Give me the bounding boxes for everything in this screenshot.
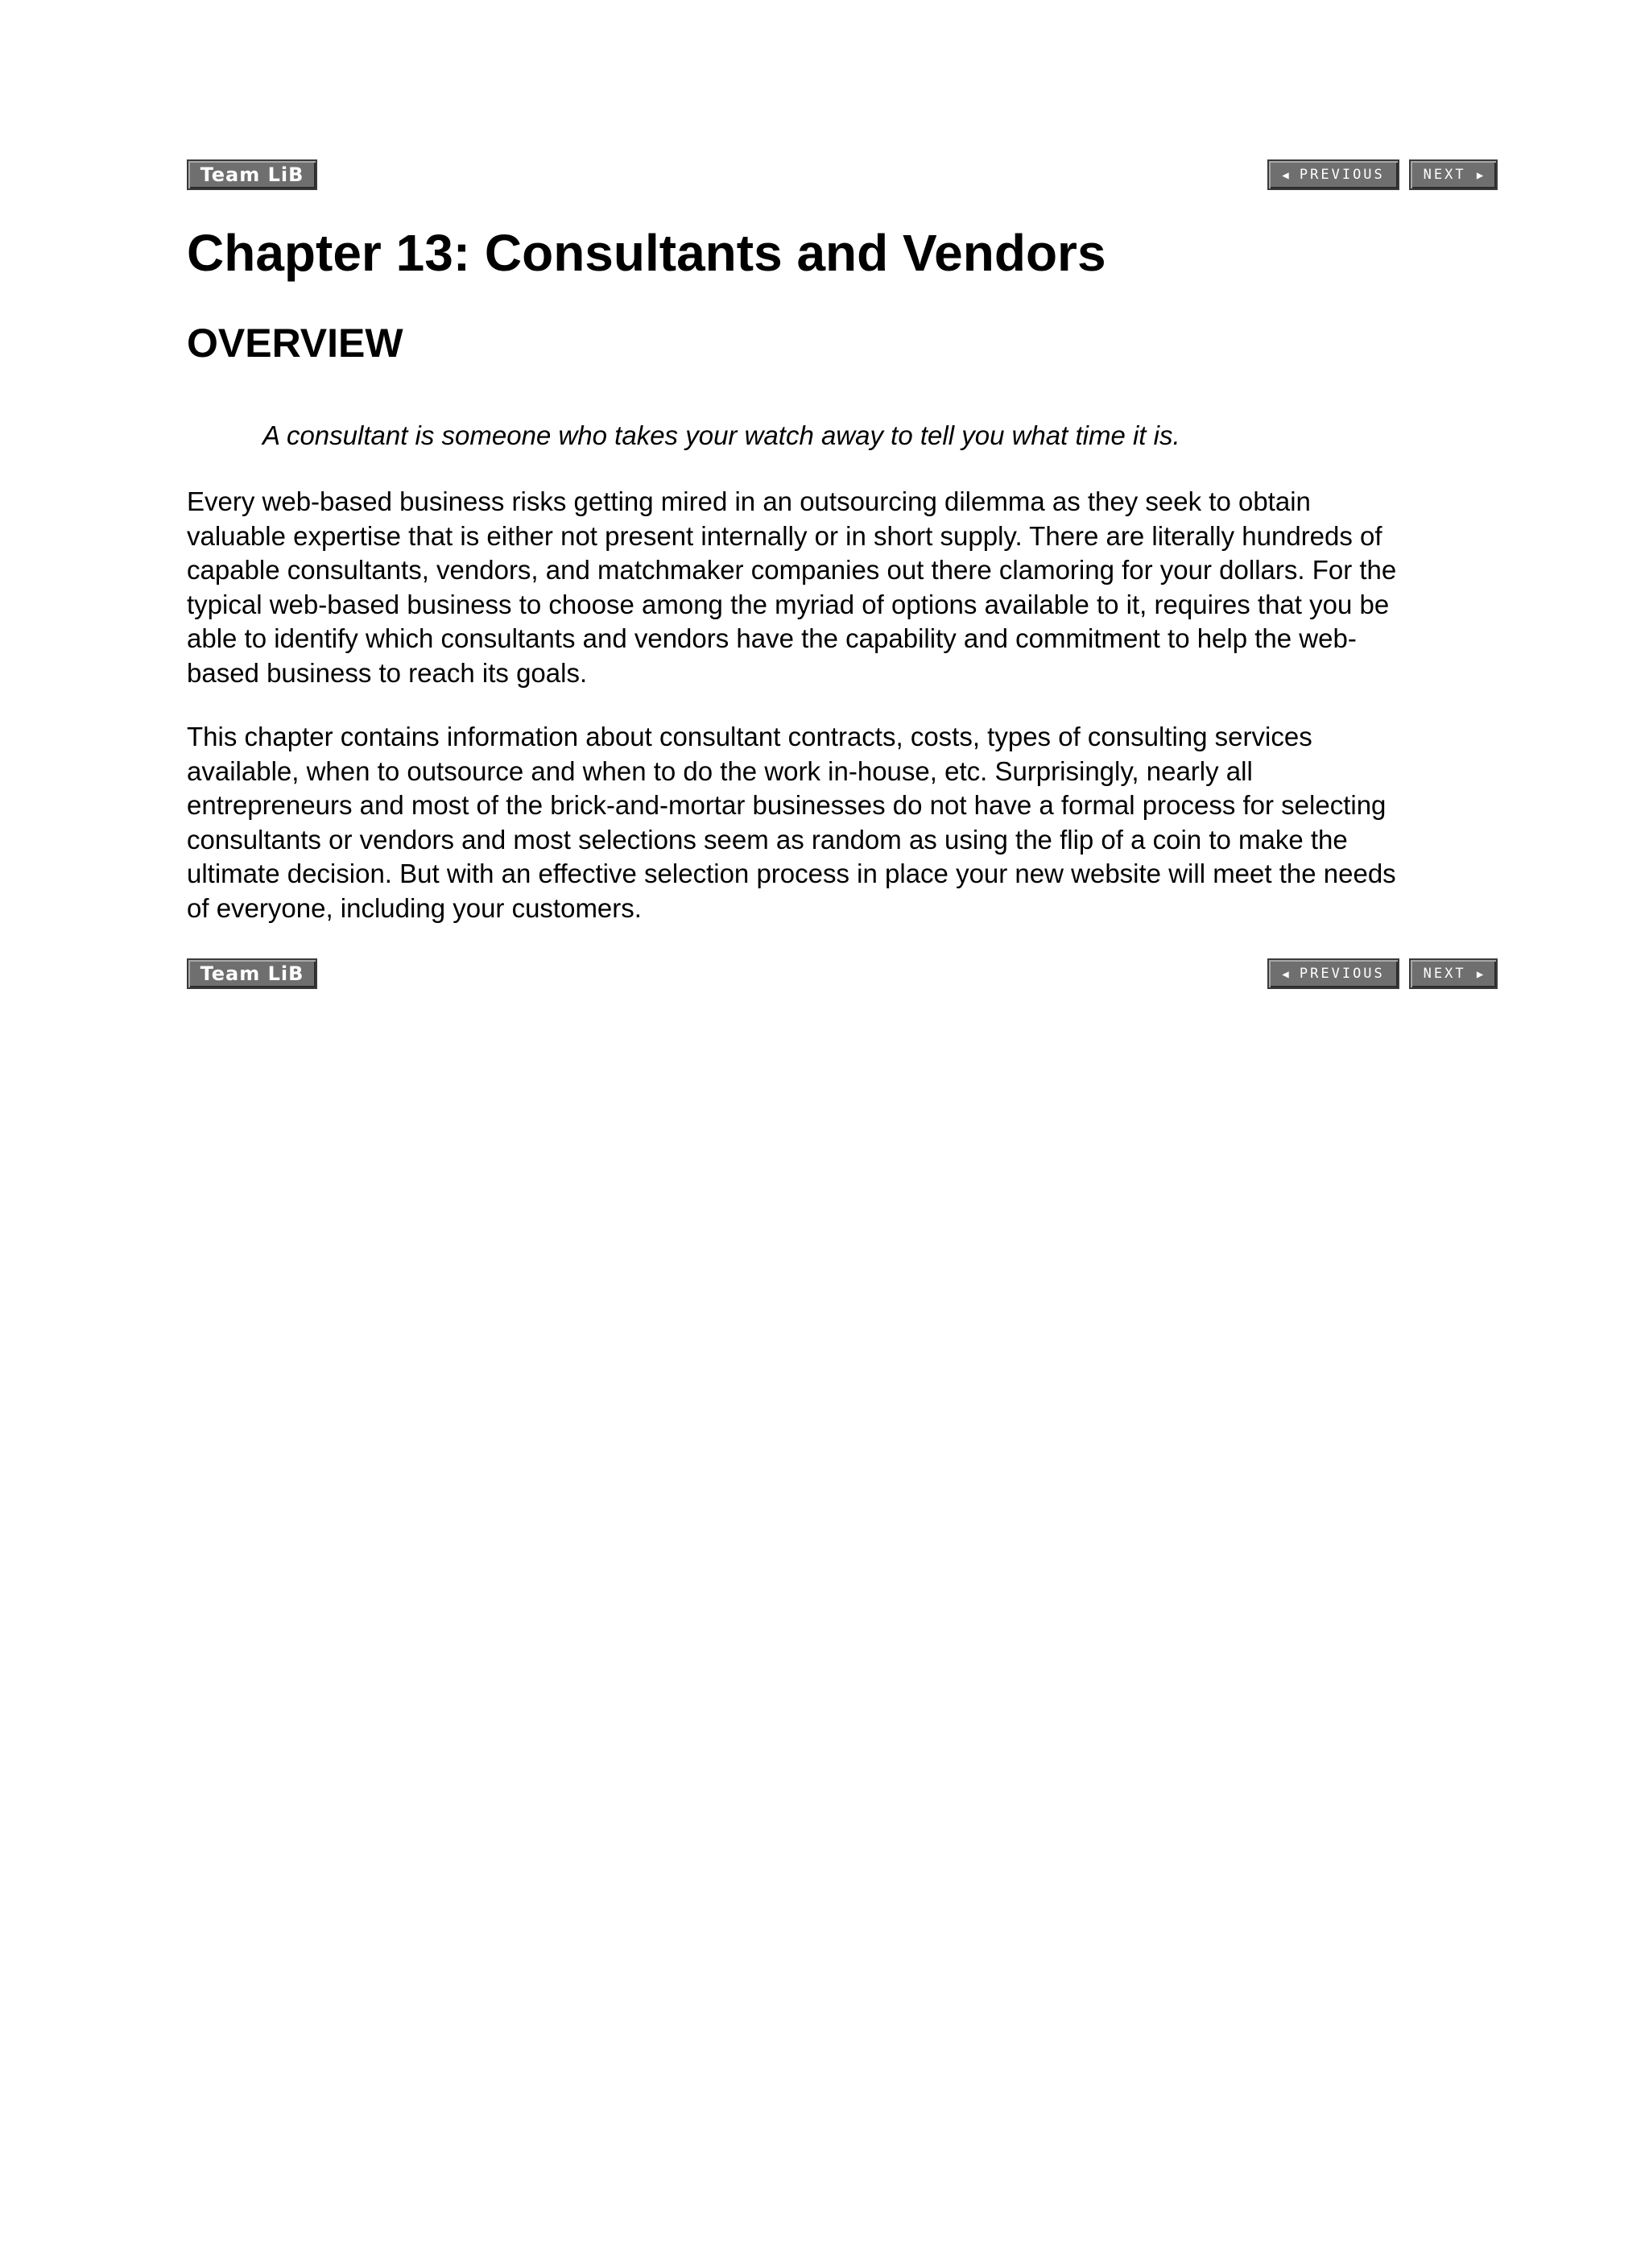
chevron-right-icon: ▶ (1476, 968, 1484, 981)
previous-button-label: PREVIOUS (1299, 167, 1385, 183)
epigraph-quote: A consultant is someone who takes your watch away to tell you what time it is. (262, 420, 1180, 450)
previous-button-label: PREVIOUS (1299, 966, 1385, 982)
paragraph-line: This chapter contains information about consultant contracts, costs, types of consulting services (187, 722, 1312, 751)
previous-button[interactable] (1267, 958, 1399, 989)
chevron-left-icon: ◀ (1282, 169, 1289, 182)
next-button-label: NEXT (1423, 167, 1466, 183)
paragraph-line: consultants or vendors and most selections seem as random as using the flip of a coin to make the (187, 824, 1348, 855)
team-lib-logo[interactable]: Team LiB (187, 159, 317, 190)
top-navigation (187, 159, 1498, 193)
paragraph-line: able to identify which consultants and vendors have the capability and commitment to help the web- (187, 623, 1357, 654)
paragraph-line: ultimate decision. But with an effective selection process in place your new website will meet the needs (187, 859, 1396, 889)
paragraph-1 (187, 485, 1498, 691)
paragraph-line: Every web-based business risks getting mired in an outsourcing dilemma as they seek to obtain (187, 486, 1311, 516)
paragraph-2 (187, 720, 1498, 926)
previous-button[interactable] (1267, 159, 1399, 190)
next-button-label: NEXT (1423, 966, 1466, 982)
bottom-navigation (187, 958, 1498, 992)
paragraph-line: valuable expertise that is either not present internally or in short supply. There are literally hundreds of (187, 520, 1382, 551)
team-lib-logo[interactable]: Team LiB (187, 958, 317, 989)
chapter-title: Chapter 13: Consultants and Vendors (187, 224, 1106, 282)
next-button[interactable] (1409, 159, 1498, 190)
chevron-right-icon: ▶ (1476, 169, 1484, 182)
document-page (187, 159, 1498, 985)
paragraph-line: based business to reach its goals. (187, 657, 588, 688)
paragraph-line: capable consultants, vendors, and matchmaker companies out there clamoring for your dollars. For the (187, 555, 1397, 586)
section-heading: OVERVIEW (187, 321, 403, 366)
paragraph-line: of everyone, including your customers. (187, 892, 642, 923)
next-button[interactable] (1409, 958, 1498, 989)
chevron-left-icon: ◀ (1282, 968, 1289, 981)
paragraph-line: available, when to outsource and when to do the work in-house, etc. Surprisingly, nearly all (187, 755, 1253, 786)
paragraph-line: entrepreneurs and most of the brick-and-mortar businesses do not have a formal process for selecting (187, 790, 1387, 821)
paragraph-line: typical web-based business to choose among the myriad of options available to it, requires that you be (187, 589, 1390, 619)
